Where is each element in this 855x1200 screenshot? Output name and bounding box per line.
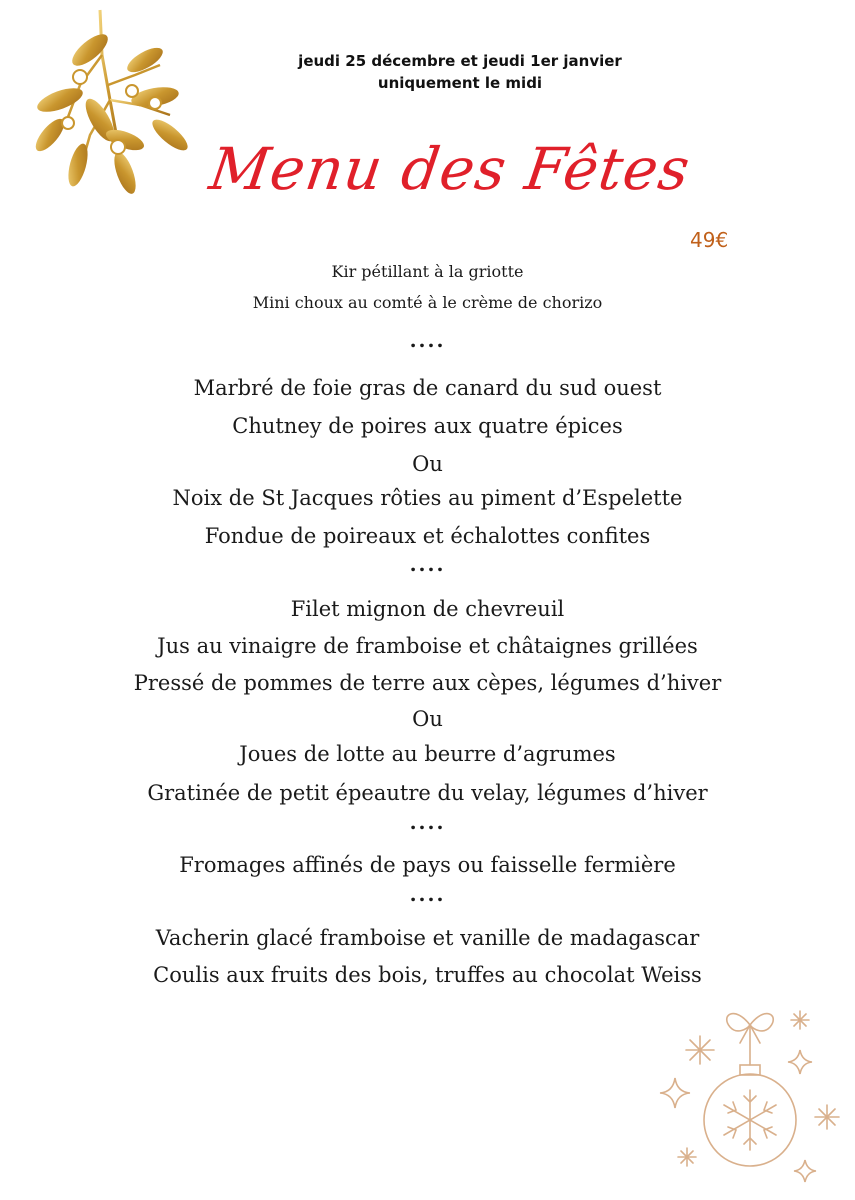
christmas-ornament-icon — [655, 995, 850, 1190]
dessert-line-1: Vacherin glacé framboise et vanille de madagascar — [155, 926, 700, 950]
plat-option2-line-2: Gratinée de petit épeautre du velay, légumes d’hiver — [147, 781, 708, 805]
separator-2: .... — [409, 552, 446, 576]
header-date — [200, 50, 720, 94]
date-line-2: uniquement le midi — [377, 74, 543, 92]
separator-4: .... — [409, 882, 446, 906]
entree-or: Ou — [412, 452, 443, 476]
entree-option2-line-1: Noix de St Jacques rôties au piment d’Espelette — [172, 486, 683, 510]
aperitif-line-2: Mini choux au comté à le crème de chorizo — [252, 293, 603, 312]
separator-1: .... — [409, 328, 446, 352]
dessert-line-2: Coulis aux fruits des bois, truffes au chocolat Weiss — [153, 963, 702, 987]
entree-option1-line-2: Chutney de poires aux quatre épices — [232, 414, 623, 438]
fromage-line-1: Fromages affinés de pays ou faisselle fermière — [179, 853, 676, 877]
entree-option2-line-2: Fondue de poireaux et échalottes confites — [204, 524, 651, 548]
date-line-1: jeudi 25 décembre et jeudi 1er janvier — [298, 52, 622, 70]
plat-option2-line-1: Joues de lotte au beurre d’agrumes — [239, 742, 616, 766]
entree-option1-line-1: Marbré de foie gras de canard du sud ouest — [193, 376, 662, 400]
page-title: Menu des Fêtes — [205, 135, 695, 203]
plat-option1-line-3: Pressé de pommes de terre aux cèpes, légumes d’hiver — [133, 671, 722, 695]
plat-option1-line-1: Filet mignon de chevreuil — [290, 597, 565, 621]
plat-or: Ou — [412, 707, 443, 731]
separator-3: .... — [409, 810, 446, 834]
price-label: 49€ — [690, 228, 729, 252]
plat-option1-line-2: Jus au vinaigre de framboise et châtaignes grillées — [157, 634, 698, 658]
aperitif-line-1: Kir pétillant à la griotte — [331, 262, 524, 281]
